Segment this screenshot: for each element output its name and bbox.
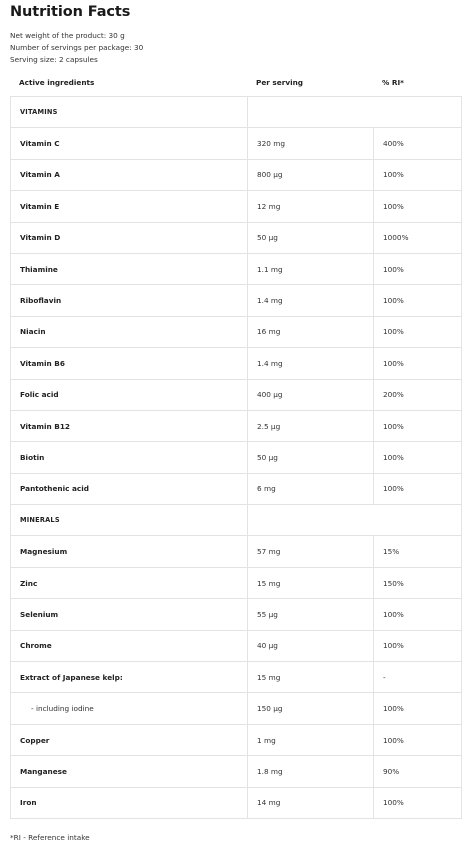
- table-row: [11, 630, 462, 661]
- table-row: [11, 662, 462, 693]
- per-serving-value: 150 µg: [248, 693, 374, 724]
- ingredient-name: Vitamin B6: [11, 348, 248, 379]
- ri-value: 100%: [374, 693, 462, 724]
- per-serving-value: 400 µg: [248, 379, 374, 410]
- ingredient-name: Iron: [11, 787, 248, 818]
- ri-value: 100%: [374, 316, 462, 347]
- ri-value: 100%: [374, 473, 462, 504]
- ingredient-name: Magnesium: [11, 536, 248, 567]
- per-serving-value: 40 µg: [248, 630, 374, 661]
- per-serving-value: 50 µg: [248, 442, 374, 473]
- ri-value: 150%: [374, 567, 462, 598]
- table-row: [11, 536, 462, 567]
- table-row: [11, 379, 462, 410]
- ri-value: 100%: [374, 191, 462, 222]
- section-row: [11, 505, 462, 536]
- per-serving-value: 1.8 mg: [248, 756, 374, 787]
- ingredient-name: Copper: [11, 724, 248, 755]
- table-row: [11, 410, 462, 441]
- table-row: [11, 724, 462, 755]
- table-row: [11, 348, 462, 379]
- per-serving-value: 50 µg: [248, 222, 374, 253]
- per-serving-value: 12 mg: [248, 191, 374, 222]
- ingredient-name: Pantothenic acid: [11, 473, 248, 504]
- table-row: [11, 756, 462, 787]
- ingredient-name: Vitamin B12: [11, 410, 248, 441]
- table-row: [11, 473, 462, 504]
- header-ingredient: Active ingredients: [19, 78, 95, 87]
- per-serving-value: 1 mg: [248, 724, 374, 755]
- ingredient-name: Vitamin E: [11, 191, 248, 222]
- ingredient-name: Vitamin A: [11, 159, 248, 190]
- ri-value: 400%: [374, 128, 462, 159]
- table-row: [11, 787, 462, 818]
- ri-value: 100%: [374, 348, 462, 379]
- nutrition-table: [10, 96, 462, 819]
- footnote: *RI - Reference intake: [10, 833, 90, 842]
- section-row: [11, 97, 462, 128]
- ingredient-name: Riboflavin: [11, 285, 248, 316]
- ingredient-name: Selenium: [11, 599, 248, 630]
- net-weight: Net weight of the product: 30 g: [10, 31, 125, 40]
- table-row: [11, 316, 462, 347]
- table-row: [11, 222, 462, 253]
- ri-value: 100%: [374, 410, 462, 441]
- ri-value: 100%: [374, 630, 462, 661]
- ri-value: 100%: [374, 787, 462, 818]
- table-row: [11, 128, 462, 159]
- servings-per-package: Number of servings per package: 30: [10, 43, 144, 52]
- per-serving-value: 1.1 mg: [248, 253, 374, 284]
- section-label: MINERALS: [11, 505, 248, 536]
- per-serving-value: 1.4 mg: [248, 285, 374, 316]
- table-row: [11, 442, 462, 473]
- ingredient-name: Manganese: [11, 756, 248, 787]
- table-row: [11, 567, 462, 598]
- ingredient-name: - including iodine: [11, 693, 248, 724]
- ingredient-name: Niacin: [11, 316, 248, 347]
- ingredient-name: Vitamin D: [11, 222, 248, 253]
- section-empty-cell: [248, 97, 462, 128]
- ri-value: -: [374, 662, 462, 693]
- ri-value: 1000%: [374, 222, 462, 253]
- table-row: [11, 599, 462, 630]
- table-row: [11, 253, 462, 284]
- ri-value: 15%: [374, 536, 462, 567]
- per-serving-value: 55 µg: [248, 599, 374, 630]
- per-serving-value: 1.4 mg: [248, 348, 374, 379]
- per-serving-value: 16 mg: [248, 316, 374, 347]
- ri-value: 200%: [374, 379, 462, 410]
- ri-value: 100%: [374, 724, 462, 755]
- ri-value: 100%: [374, 253, 462, 284]
- per-serving-value: 15 mg: [248, 567, 374, 598]
- per-serving-value: 800 µg: [248, 159, 374, 190]
- ri-value: 100%: [374, 159, 462, 190]
- section-empty-cell: [248, 505, 462, 536]
- ingredient-name: Zinc: [11, 567, 248, 598]
- per-serving-value: 57 mg: [248, 536, 374, 567]
- table-row: [11, 159, 462, 190]
- section-label: VITAMINS: [11, 97, 248, 128]
- ingredient-name: Biotin: [11, 442, 248, 473]
- header-ri: % RI*: [382, 78, 405, 87]
- serving-size: Serving size: 2 capsules: [10, 55, 98, 64]
- ingredient-name: Extract of Japanese kelp:: [11, 662, 248, 693]
- table-row: [11, 285, 462, 316]
- page-title: Nutrition Facts: [10, 4, 131, 20]
- per-serving-value: 6 mg: [248, 473, 374, 504]
- ingredient-name: Vitamin C: [11, 128, 248, 159]
- ingredient-name: Chrome: [11, 630, 248, 661]
- ri-value: 100%: [374, 285, 462, 316]
- per-serving-value: 14 mg: [248, 787, 374, 818]
- ri-value: 100%: [374, 599, 462, 630]
- header-per-serving: Per serving: [256, 78, 304, 87]
- ri-value: 100%: [374, 442, 462, 473]
- per-serving-value: 320 mg: [248, 128, 374, 159]
- table-row: [11, 693, 462, 724]
- ingredient-name: Thiamine: [11, 253, 248, 284]
- ri-value: 90%: [374, 756, 462, 787]
- ingredient-name: Folic acid: [11, 379, 248, 410]
- table-row: [11, 191, 462, 222]
- per-serving-value: 15 mg: [248, 662, 374, 693]
- per-serving-value: 2.5 µg: [248, 410, 374, 441]
